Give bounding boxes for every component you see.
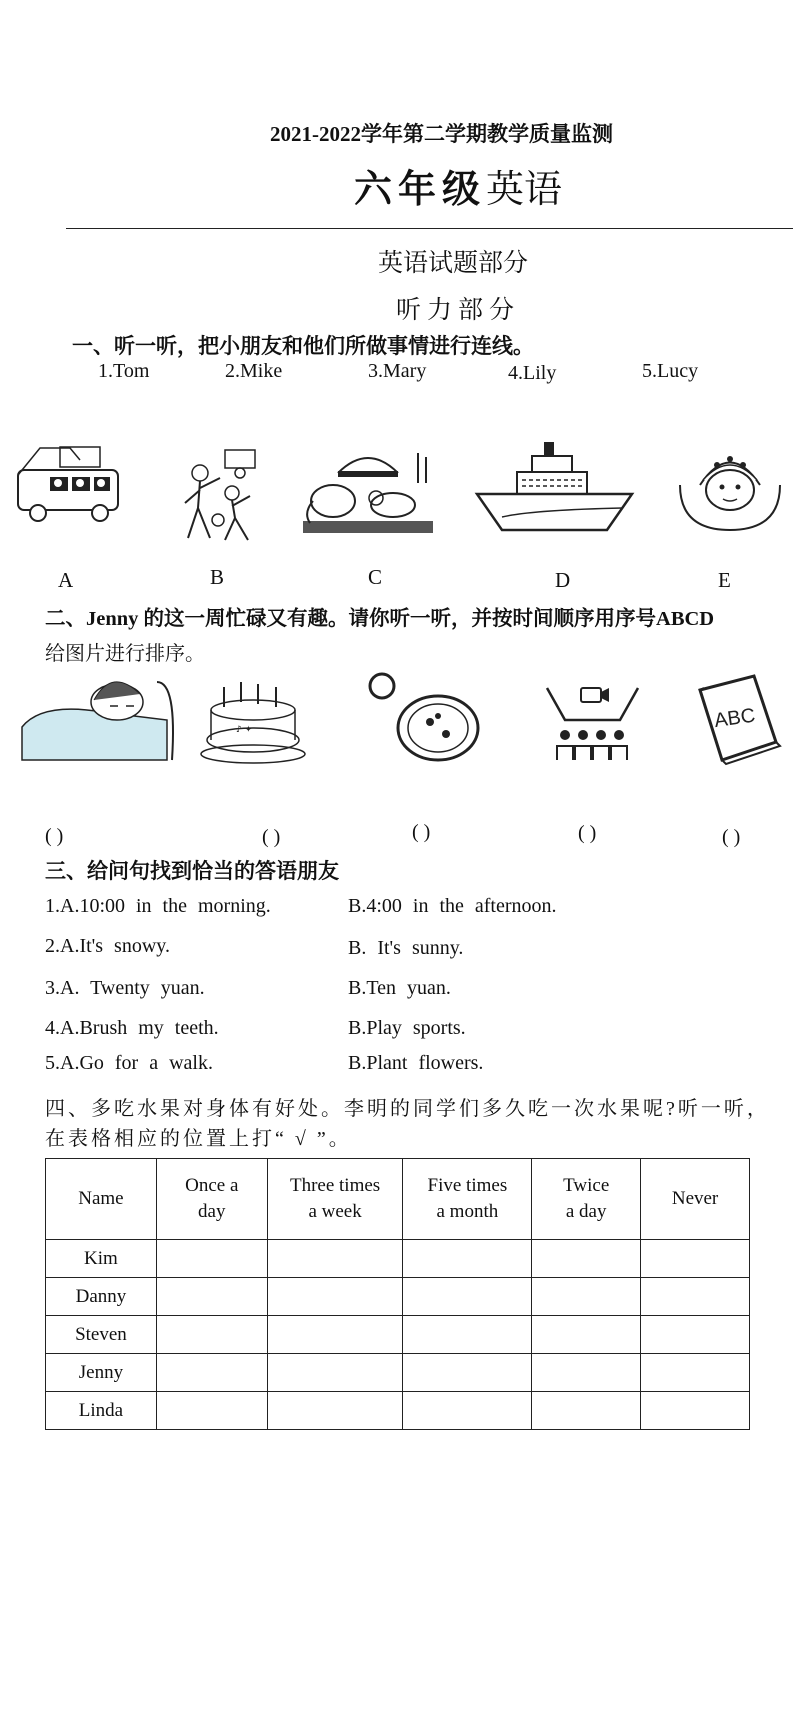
row-name-danny: Danny bbox=[46, 1278, 157, 1316]
name-tom: 1.Tom bbox=[98, 360, 150, 382]
answer-cell[interactable] bbox=[403, 1354, 532, 1392]
answer-cell[interactable] bbox=[532, 1316, 641, 1354]
swimmer-icon bbox=[675, 445, 785, 537]
pizza-icon bbox=[368, 672, 483, 767]
table-row bbox=[46, 1278, 750, 1316]
answer-cell[interactable] bbox=[532, 1278, 641, 1316]
order-bracket-2[interactable]: ( ) bbox=[262, 826, 281, 848]
col-header-never: Never bbox=[641, 1159, 750, 1240]
answer-cell[interactable] bbox=[156, 1316, 267, 1354]
q4-option-b[interactable]: B.Play sports. bbox=[348, 1017, 466, 1039]
picture-label-b: B bbox=[210, 565, 225, 589]
answer-cell[interactable] bbox=[156, 1392, 267, 1430]
answer-cell[interactable] bbox=[532, 1392, 641, 1430]
answer-cell[interactable] bbox=[267, 1392, 403, 1430]
q4-option-a[interactable]: 4.A.Brush my teeth. bbox=[45, 1017, 219, 1039]
q1-option-a[interactable]: 1.A.10:00 in the morning. bbox=[45, 895, 271, 917]
zoo-elephant-icon bbox=[298, 443, 438, 538]
answer-cell[interactable] bbox=[641, 1354, 750, 1392]
header-divider bbox=[66, 228, 793, 229]
section-listening-heading: 听力部分 bbox=[396, 297, 521, 324]
table-row bbox=[46, 1392, 750, 1430]
part1-instruction: 一、听一听，把小朋友和他们所做事情进行连线。 bbox=[72, 334, 534, 358]
row-name-steven: Steven bbox=[46, 1316, 157, 1354]
answer-cell[interactable] bbox=[267, 1278, 403, 1316]
answer-cell[interactable] bbox=[403, 1316, 532, 1354]
sleeping-girl-icon bbox=[22, 672, 177, 762]
name-lily: 4.Lily bbox=[508, 362, 557, 384]
grade-subject-title bbox=[354, 158, 562, 213]
q2-option-b[interactable]: B. It's sunny. bbox=[348, 937, 464, 959]
part2-instruction-line2: 给图片进行排序。 bbox=[45, 643, 205, 665]
q3-option-a[interactable]: 3.A. Twenty yuan. bbox=[45, 977, 205, 999]
answer-cell[interactable] bbox=[156, 1354, 267, 1392]
answer-cell[interactable] bbox=[641, 1392, 750, 1430]
col-header-name: Name bbox=[46, 1159, 157, 1240]
order-bracket-5[interactable]: ( ) bbox=[722, 826, 741, 848]
col-header-five-times-a-month: Five times a month bbox=[403, 1159, 532, 1240]
answer-cell[interactable] bbox=[532, 1240, 641, 1278]
answer-cell[interactable] bbox=[267, 1240, 403, 1278]
part3-instruction: 三、给问句找到恰当的答语朋友 bbox=[45, 859, 339, 883]
svg-text:ABC: ABC bbox=[712, 704, 757, 733]
basketball-players-icon bbox=[180, 448, 265, 543]
name-mary: 3.Mary bbox=[368, 360, 427, 382]
q5-option-a[interactable]: 5.A.Go for a walk. bbox=[45, 1052, 213, 1074]
answer-cell[interactable] bbox=[641, 1316, 750, 1354]
row-name-kim: Kim bbox=[46, 1240, 157, 1278]
q2-option-a[interactable]: 2.A.It's snowy. bbox=[45, 935, 170, 957]
part4-instruction-line2: 在表格相应的位置上打“ √ ”。 bbox=[45, 1128, 352, 1150]
subject-label: 英语 bbox=[486, 169, 563, 211]
part2-instruction-line1: 二、Jenny 的这一周忙碌又有趣。请你听一听，并按时间顺序用序号ABCD bbox=[45, 608, 715, 630]
row-name-linda: Linda bbox=[46, 1392, 157, 1430]
table-row bbox=[46, 1240, 750, 1278]
answer-cell[interactable] bbox=[156, 1278, 267, 1316]
answer-cell[interactable] bbox=[532, 1354, 641, 1392]
answer-cell[interactable] bbox=[267, 1354, 403, 1392]
answer-cell[interactable] bbox=[267, 1316, 403, 1354]
name-lucy: 5.Lucy bbox=[642, 360, 699, 382]
picture-label-c: C bbox=[368, 565, 383, 589]
birthday-cake-icon bbox=[196, 672, 311, 767]
picture-label-d: D bbox=[555, 568, 571, 592]
answer-cell[interactable] bbox=[641, 1278, 750, 1316]
grade-label: 六年级 bbox=[354, 169, 487, 211]
picture-label-e: E bbox=[718, 568, 731, 592]
name-mike: 2.Mike bbox=[225, 360, 283, 382]
q3-option-b[interactable]: B.Ten yuan. bbox=[348, 977, 451, 999]
abc-book-icon bbox=[692, 672, 782, 767]
answer-cell[interactable] bbox=[403, 1392, 532, 1430]
col-header-three-times-a-week: Three times a week bbox=[267, 1159, 403, 1240]
picture-label-a: A bbox=[58, 568, 74, 592]
row-name-jenny: Jenny bbox=[46, 1354, 157, 1392]
exam-title: 2021-2022学年第二学期教学质量监测 bbox=[270, 122, 613, 146]
part4-instruction-line1: 四、多吃水果对身体有好处。李明的同学们多久吃一次水果呢?听一听， bbox=[45, 1098, 770, 1120]
table-header-row bbox=[46, 1159, 750, 1240]
order-bracket-1[interactable]: ( ) bbox=[45, 825, 64, 847]
answer-cell[interactable] bbox=[156, 1240, 267, 1278]
order-bracket-4[interactable]: ( ) bbox=[578, 822, 597, 844]
answer-cell[interactable] bbox=[403, 1240, 532, 1278]
table-row bbox=[46, 1354, 750, 1392]
svg-text:♪ ✦: ♪ ✦ bbox=[236, 725, 253, 735]
q5-option-b[interactable]: B.Plant flowers. bbox=[348, 1052, 484, 1074]
col-header-once-a-day: Once a day bbox=[156, 1159, 267, 1240]
fruit-frequency-table bbox=[45, 1158, 750, 1430]
answer-cell[interactable] bbox=[641, 1240, 750, 1278]
bus-trip-icon bbox=[10, 445, 125, 530]
table-row bbox=[46, 1316, 750, 1354]
ship-icon bbox=[472, 442, 642, 537]
section-english-heading: 英语试题部分 bbox=[378, 250, 529, 277]
order-bracket-3[interactable]: ( ) bbox=[412, 821, 431, 843]
answer-cell[interactable] bbox=[403, 1278, 532, 1316]
col-header-twice-a-day: Twice a day bbox=[532, 1159, 641, 1240]
cinema-icon bbox=[545, 680, 640, 762]
q1-option-b[interactable]: B.4:00 in the afternoon. bbox=[348, 895, 557, 917]
